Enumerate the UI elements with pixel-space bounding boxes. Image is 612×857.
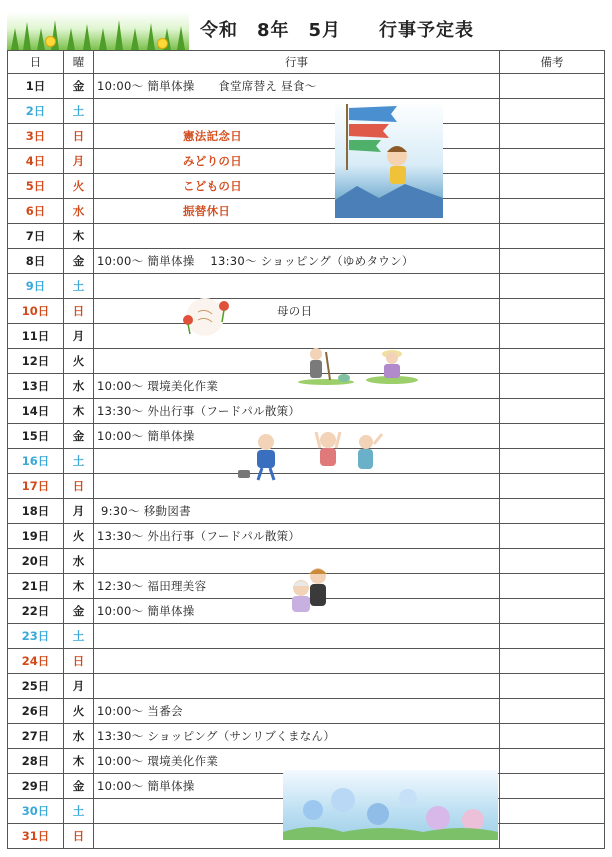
day-cell: 4日 xyxy=(8,149,64,174)
event-cell xyxy=(94,324,500,349)
holiday-label: 振替休日 xyxy=(183,204,231,218)
note-cell xyxy=(500,399,605,424)
event-cell xyxy=(94,224,500,249)
grass-flowers-icon xyxy=(7,12,189,50)
day-cell: 5日 xyxy=(8,174,64,199)
day-cell: 26日 xyxy=(8,699,64,724)
note-cell xyxy=(500,674,605,699)
header-weekday: 曜 xyxy=(64,51,94,74)
weekday-cell: 金 xyxy=(64,74,94,99)
weekday-cell: 月 xyxy=(64,149,94,174)
exercise-people-illustration xyxy=(236,430,386,482)
table-row xyxy=(8,149,605,174)
hair-salon-illustration xyxy=(288,566,334,612)
table-row xyxy=(8,249,605,274)
event-cell: 9:30～ 移動図書 xyxy=(94,499,500,524)
weekday-cell: 日 xyxy=(64,649,94,674)
note-cell xyxy=(500,249,605,274)
event-cell: 10:00～ 環境美化作業 xyxy=(94,374,500,399)
note-cell xyxy=(500,224,605,249)
weekday-cell: 月 xyxy=(64,499,94,524)
day-cell: 18日 xyxy=(8,499,64,524)
table-row xyxy=(8,274,605,299)
day-cell: 6日 xyxy=(8,199,64,224)
day-cell: 11日 xyxy=(8,324,64,349)
note-cell xyxy=(500,74,605,99)
day-cell: 21日 xyxy=(8,574,64,599)
weekday-cell: 火 xyxy=(64,174,94,199)
table-row xyxy=(8,499,605,524)
note-cell xyxy=(500,349,605,374)
weekday-cell: 金 xyxy=(64,249,94,274)
event-label: 母の日 xyxy=(277,304,313,318)
weekday-cell: 水 xyxy=(64,199,94,224)
table-row xyxy=(8,74,605,99)
weekday-cell: 日 xyxy=(64,124,94,149)
table-row xyxy=(8,224,605,249)
table-row xyxy=(8,674,605,699)
event-cell xyxy=(94,299,500,324)
note-cell xyxy=(500,724,605,749)
note-cell xyxy=(500,774,605,799)
header-note: 備考 xyxy=(500,51,605,74)
weekday-cell: 月 xyxy=(64,324,94,349)
note-cell xyxy=(500,274,605,299)
note-cell xyxy=(500,649,605,674)
note-cell xyxy=(500,374,605,399)
note-cell xyxy=(500,149,605,174)
day-cell: 8日 xyxy=(8,249,64,274)
event-cell: 10:00～ 簡単体操 13:30～ ショッピング（ゆめタウン） xyxy=(94,249,500,274)
day-cell: 7日 xyxy=(8,224,64,249)
weekday-cell: 金 xyxy=(64,599,94,624)
day-cell: 23日 xyxy=(8,624,64,649)
table-row xyxy=(8,724,605,749)
table-row xyxy=(8,399,605,424)
note-cell xyxy=(500,99,605,124)
day-cell: 10日 xyxy=(8,299,64,324)
koinobori-boy-illustration xyxy=(335,100,443,218)
mothers-day-card-illustration xyxy=(176,296,234,338)
event-cell xyxy=(94,674,500,699)
note-cell xyxy=(500,449,605,474)
table-row xyxy=(8,699,605,724)
event-cell: 10:00～ 簡単体操 xyxy=(94,774,500,799)
hydrangea-illustration xyxy=(283,770,498,840)
day-cell: 1日 xyxy=(8,74,64,99)
weekday-cell: 木 xyxy=(64,224,94,249)
weekday-cell: 土 xyxy=(64,99,94,124)
event-cell: 10:00～ 簡単体操 食堂席替え 昼食～ xyxy=(94,74,500,99)
weekday-cell: 水 xyxy=(64,724,94,749)
event-cell: 13:30～ 外出行事（フードパル散策） xyxy=(94,399,500,424)
event-cell: 10:00～ 当番会 xyxy=(94,699,500,724)
day-cell: 25日 xyxy=(8,674,64,699)
day-cell: 29日 xyxy=(8,774,64,799)
note-cell xyxy=(500,299,605,324)
note-cell xyxy=(500,174,605,199)
note-cell xyxy=(500,749,605,774)
day-cell: 3日 xyxy=(8,124,64,149)
weekday-cell: 日 xyxy=(64,474,94,499)
day-cell: 15日 xyxy=(8,424,64,449)
day-cell: 28日 xyxy=(8,749,64,774)
weekday-cell: 日 xyxy=(64,824,94,849)
weekday-cell: 火 xyxy=(64,349,94,374)
note-cell xyxy=(500,549,605,574)
note-cell xyxy=(500,599,605,624)
day-cell: 19日 xyxy=(8,524,64,549)
weekday-cell: 金 xyxy=(64,774,94,799)
weekday-cell: 金 xyxy=(64,424,94,449)
event-cell xyxy=(94,649,500,674)
table-row xyxy=(8,199,605,224)
weekday-cell: 木 xyxy=(64,574,94,599)
weekday-cell: 火 xyxy=(64,524,94,549)
table-row xyxy=(8,124,605,149)
weekday-cell: 土 xyxy=(64,799,94,824)
weekday-cell: 水 xyxy=(64,374,94,399)
table-row xyxy=(8,174,605,199)
table-row xyxy=(8,299,605,324)
event-cell: 12:30～ 福田理美容 xyxy=(94,574,500,599)
note-cell xyxy=(500,524,605,549)
note-cell xyxy=(500,574,605,599)
day-cell: 31日 xyxy=(8,824,64,849)
weekday-cell: 土 xyxy=(64,449,94,474)
event-cell: 10:00～ 環境美化作業 xyxy=(94,749,500,774)
day-cell: 17日 xyxy=(8,474,64,499)
event-cell: 10:00～ 簡単体操 xyxy=(94,424,500,449)
weekday-cell: 土 xyxy=(64,624,94,649)
day-cell: 20日 xyxy=(8,549,64,574)
weekday-cell: 月 xyxy=(64,674,94,699)
day-cell: 27日 xyxy=(8,724,64,749)
note-cell xyxy=(500,324,605,349)
event-cell xyxy=(94,274,500,299)
event-cell: 10:00～ 簡単体操 xyxy=(94,599,500,624)
day-cell: 30日 xyxy=(8,799,64,824)
weekday-cell: 日 xyxy=(64,299,94,324)
event-cell: 13:30～ 外出行事（フードパル散策） xyxy=(94,524,500,549)
note-cell xyxy=(500,124,605,149)
header-day: 日 xyxy=(8,51,64,74)
day-cell: 14日 xyxy=(8,399,64,424)
note-cell xyxy=(500,799,605,824)
day-cell: 9日 xyxy=(8,274,64,299)
holiday-label: 憲法記念日 xyxy=(183,129,242,143)
note-cell xyxy=(500,699,605,724)
weekday-cell: 土 xyxy=(64,274,94,299)
weekday-cell: 火 xyxy=(64,699,94,724)
holiday-label: みどりの日 xyxy=(183,154,242,168)
note-cell xyxy=(500,199,605,224)
day-cell: 24日 xyxy=(8,649,64,674)
weekday-cell: 水 xyxy=(64,549,94,574)
header-event: 行事 xyxy=(94,51,500,74)
note-cell xyxy=(500,474,605,499)
table-row xyxy=(8,524,605,549)
table-row xyxy=(8,99,605,124)
weekday-cell: 木 xyxy=(64,399,94,424)
note-cell xyxy=(500,424,605,449)
event-cell xyxy=(94,624,500,649)
day-cell: 22日 xyxy=(8,599,64,624)
holiday-label: こどもの日 xyxy=(183,179,242,193)
table-row xyxy=(8,324,605,349)
table-header-row xyxy=(8,51,605,74)
note-cell xyxy=(500,499,605,524)
day-cell: 2日 xyxy=(8,99,64,124)
note-cell xyxy=(500,624,605,649)
day-cell: 16日 xyxy=(8,449,64,474)
event-cell: 13:30～ ショッピング（サンリブくまなん） xyxy=(94,724,500,749)
note-cell xyxy=(500,824,605,849)
garden-work-people-illustration xyxy=(296,346,420,386)
day-cell: 13日 xyxy=(8,374,64,399)
table-row xyxy=(8,624,605,649)
day-cell: 12日 xyxy=(8,349,64,374)
table-row xyxy=(8,649,605,674)
weekday-cell: 木 xyxy=(64,749,94,774)
page-title: 令和 8年 5月 行事予定表 xyxy=(200,20,475,41)
